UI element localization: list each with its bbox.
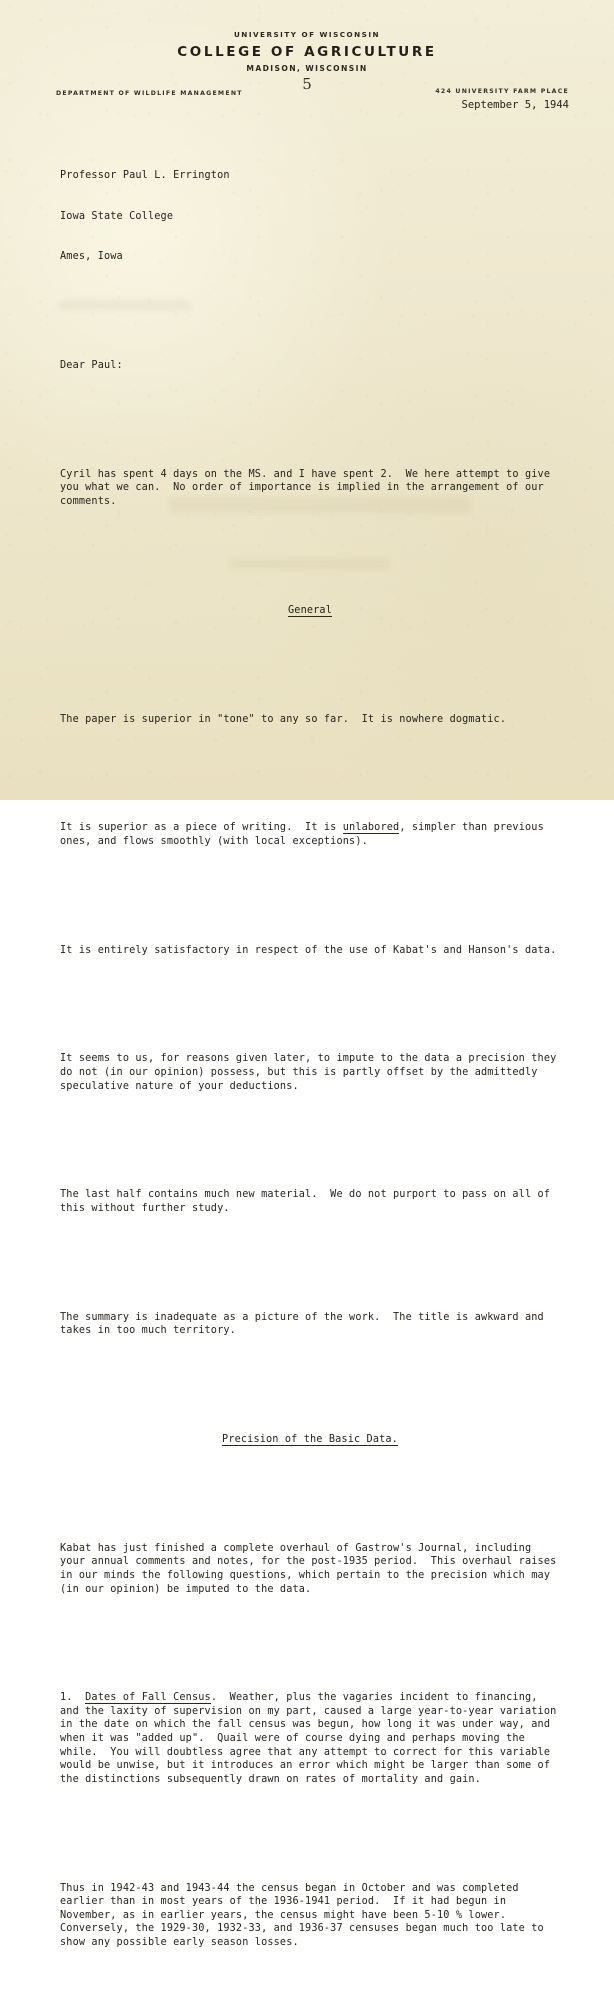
spacer: [60, 1827, 560, 1841]
paragraph-general-5: The last half contains much new material. We do not purport to pass on all of this without further study.: [60, 1189, 557, 1214]
page-number: 5: [301, 74, 313, 94]
letter-body: [60, 128, 563, 1990]
paragraph-general-2-part-a: It is superior as a piece of writing. It is: [60, 822, 343, 834]
paragraph-general-3: It is entirely satisfactory in respect of the use of Kabat's and Hanson's data.: [60, 944, 557, 956]
heading-general-text: General: [288, 604, 332, 616]
emphasis-unlabored: unlabored: [342, 822, 400, 834]
paragraph-general-4: It seems to us, for reasons given later, to impute to the data a precision they do not (in our opinion) possess, but this is partly offset by the admittedly speculative nature of your deductions.: [60, 1053, 563, 1092]
list-item-1-body: . Weather, plus the vagaries incident to financing, and the laxity of supervision on my part, caused a large year-to-year variation in the date on which the fall census was begun, how long it was under way, and when it was "added up". Quail were of course dying and perhaps moving the while. You will doubtless agree that any attempt to correct for this variable would be unwise, but it introduces an error which might be larger than some of the distinctions subsequently drawn on rates of mortality and gain.: [60, 1692, 563, 1785]
letterhead: [0, 30, 614, 93]
spacer: [60, 413, 560, 427]
paragraph-precision-intro: Kabat has just finished a complete overhaul of Gastrow's Journal, including your annual comments and notes, for the post-1935 period. This overhaul raises in our minds the following questions, which pertain to the precision which may (in our opinion) be imputed to the data.: [60, 1542, 563, 1595]
spacer: [60, 305, 560, 319]
letterhead-college: COLLEGE OF AGRICULTURE: [177, 44, 437, 60]
emphasis-dates-of-fall-census: Dates of Fall Census: [85, 1692, 211, 1704]
spacer: [60, 549, 560, 563]
heading-precision-text: Precision of the Basic Data.: [222, 1434, 398, 1445]
department-line: DEPARTMENT OF WILDLIFE MANAGEMENT: [56, 90, 243, 97]
list-item-1-number: 1.: [60, 1692, 86, 1704]
letter-date: September 5, 1944: [461, 99, 569, 111]
addressee-line-1: Professor Paul L. Errington: [60, 169, 230, 181]
spacer: [60, 1256, 560, 1270]
spacer: [60, 1637, 560, 1651]
letterhead-university: UNIVERSITY OF WISCONSIN: [233, 30, 381, 39]
paragraph-general-1: The paper is superior in "tone" to any so far. It is nowhere dogmatic.: [60, 713, 507, 725]
addressee-line-2: Iowa State College: [60, 210, 174, 222]
spacer: [60, 1487, 560, 1501]
paragraph-general-2: [60, 821, 560, 848]
spacer: [60, 658, 560, 672]
paragraph-opening: Cyril has spent 4 days on the MS. and I have spent 2. We here attempt to give you what we can. No order of importance is implied in the arrangement of our comments.: [60, 468, 557, 508]
heading-precision: [60, 1433, 560, 1447]
spacer: [60, 1379, 560, 1393]
paragraph-general-2-part-b: , simpler than previous ones, and flows smoothly (with local exceptions).: [60, 822, 551, 847]
salutation: Dear Paul:: [60, 360, 123, 372]
spacer: [60, 767, 560, 781]
spacer: [60, 998, 560, 1012]
paragraph-closing: Thus in 1942-43 and 1943-44 the census began in October and was completed earlier than in most years of the 1936-1941 period. If it had begun in November, as in earlier years, the census might have been 5-10 % lower. Conversely, the 1929-30, 1932-33, and 1936-37 censuses began much too late to show any possible early season losses.: [60, 1882, 551, 1948]
heading-general: [60, 604, 560, 618]
letterhead-city-state: MADISON, WISCONSIN: [246, 64, 368, 73]
addressee-line-3: Ames, Iowa: [60, 251, 123, 263]
street-address: 424 UNIVERSITY FARM PLACE: [435, 88, 569, 95]
spacer: [60, 1134, 560, 1148]
spacer: [60, 889, 560, 903]
list-item-1: [60, 1691, 563, 1786]
paragraph-general-6: The summary is inadequate as a picture of the work. The title is awkward and takes in too much territory.: [60, 1311, 551, 1337]
